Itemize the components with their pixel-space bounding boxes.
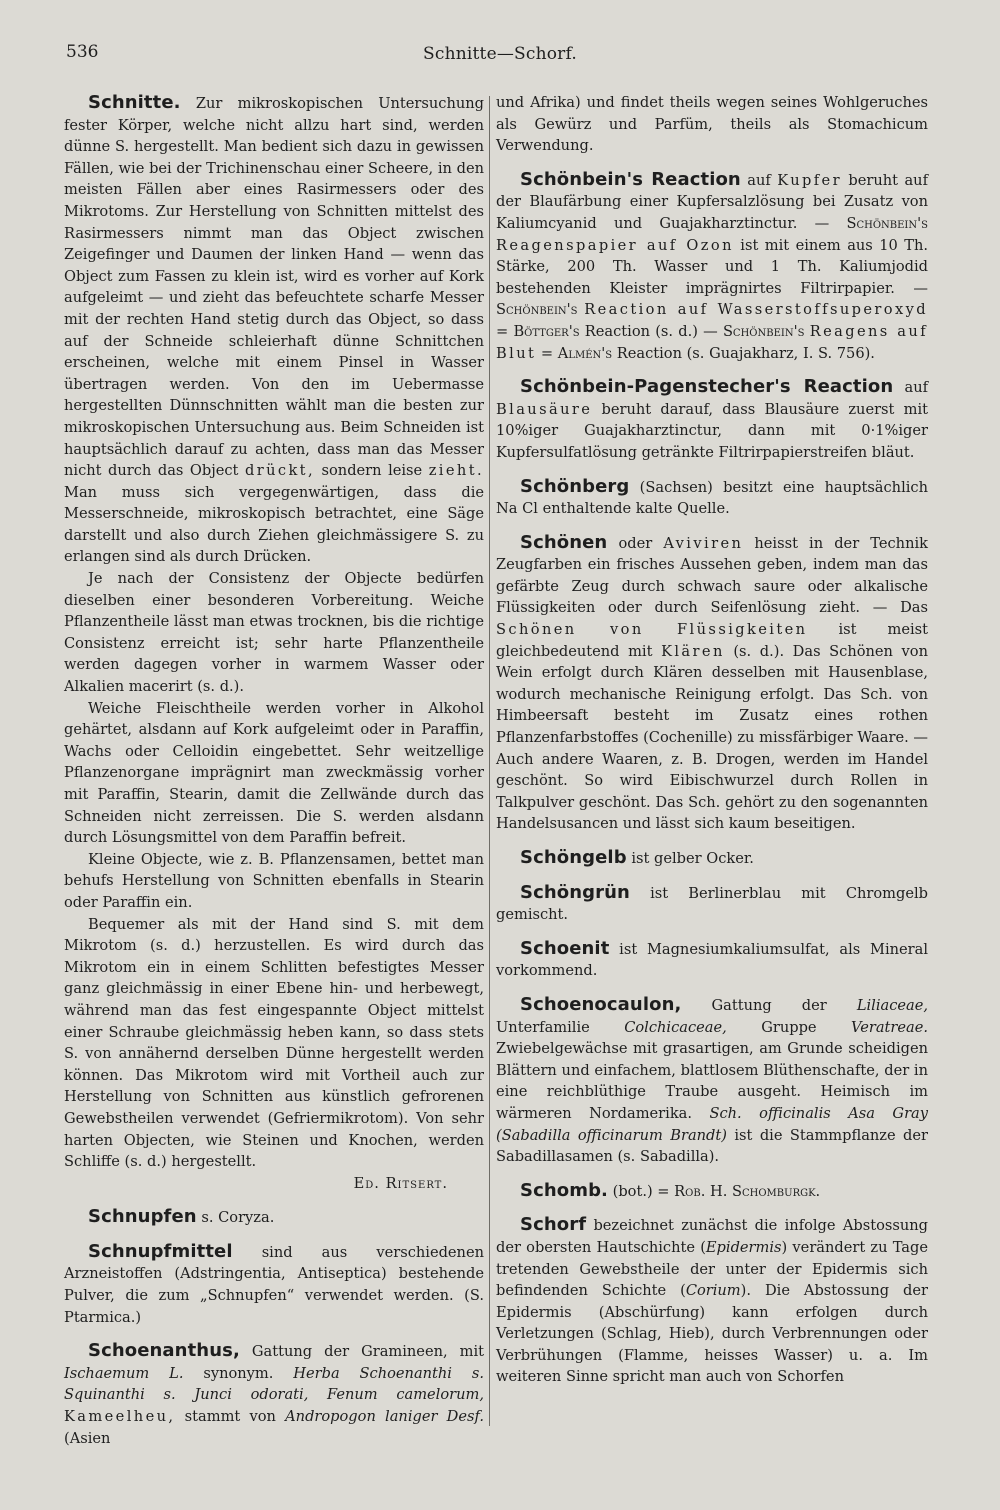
entry-schoenit: [496, 938, 928, 982]
entry-schoenbein-reaction: [496, 169, 928, 364]
entry-text: ist Magnesiumkaliumsulfat, als Mineral vorkommend.: [496, 940, 928, 980]
running-head: Schnitte—Schorf.: [423, 44, 577, 64]
entry-text: Gattung der Gramineen, mit: [239, 1343, 484, 1361]
entry-text: =: [496, 322, 514, 340]
entry-schoengelb: [496, 847, 928, 870]
entry-text: sondern leise: [315, 462, 429, 480]
headword: Schnitte.: [88, 92, 181, 113]
entry-text: sind aus verschiedenen Arzneistoffen (Adstringentia, Antiseptica) bestehende Pulver, die zum „Schnupfen“ verwendet werden. (S. Ptarmica.): [64, 1243, 484, 1326]
entry-text: oder: [607, 534, 664, 552]
entry-text: heisst in der Technik Zeugfarben ein frisches Aussehen geben, indem man das gefärbte Zeug durch schwach saure oder alkalische Flüssigkeiten oder durch Seifenlösung zieht. — Das: [496, 534, 928, 617]
entry-schnitte: [64, 92, 484, 568]
italic-term: Herba Schoenanthi s. Squinanthi s. Junci odorati, Fenum camelorum,: [64, 1364, 484, 1404]
entry-text: Gruppe: [726, 1018, 852, 1036]
entry-text: auf: [893, 379, 928, 397]
spaced-word: zieht.: [428, 462, 485, 480]
entry-text: Gattung der: [681, 996, 857, 1014]
entry-schnupfmittel: [64, 1241, 484, 1328]
entry-text: synonym.: [183, 1364, 294, 1382]
entry-schoenanthus: [64, 1340, 484, 1449]
entry-text: Reaction (s. Guajakharz, I. S. 756).: [612, 344, 875, 362]
headword: Schoenanthus,: [88, 1340, 240, 1362]
spaced-word: Schönen von Flüssigkeiten: [496, 621, 808, 639]
entry-schorf: [496, 1214, 928, 1388]
italic-term: Sch. officinalis Asa Gray (Sabadilla officinarum Brandt): [496, 1104, 928, 1144]
entry-text: ist die Stammpflanze der Sabadillasamen (s. Sabadilla).: [496, 1126, 929, 1166]
spaced-word: Reagens auf Blut: [496, 322, 928, 362]
headword: Schöngrün: [520, 881, 630, 903]
entry-text: Zur mikroskopischen Untersuchung fester Körper, welche nicht allzu hart sind, werden dünne S. hergestellt. Man bedient sich dazu in gewissen Fällen, wie bei der Trichinenschau einer Scheere, in den meisten Fällen aber eines Rasirmessers oder des Mikrotoms. Zur Herstellung von Schnitten mittelst des Rasirmessers nimmt man das Object zwischen Zeigefinger und Daumen der linken Hand — wenn das Object zum Fassen zu klein ist, wird es vorher auf Kork aufgeleimt — und zieht das befeuchtete scharfe Messer mit der rechten Hand stetig durch das Object, so dass auf der Schneide schleierhaft dünne Schnittchen erscheinen, welche mit einem Pinsel in Wasser übertragen werden. Von den im Uebermasse hergestellten Dünnschnitten wählt man die besten zur mikroskopischen Untersuchung aus. Beim Schneiden ist hauptsächlich darauf zu achten, dass man das Messer nicht durch das Object: [64, 95, 484, 480]
entry-text: Man muss sich vergegenwärtigen, dass die Messerschneide, mikroskopisch betrachtet, eine Säge darstellt und also durch Ziehen gleichmässigere S. zu erlangen sind als durch Drücken.: [64, 483, 484, 566]
entry-text: ist meist gleichbedeutend mit: [496, 621, 928, 660]
spaced-word: Reaction auf Wasserstoffsuperoxyd: [584, 301, 929, 319]
italic-term: Epidermis: [705, 1238, 782, 1256]
small-caps-name: Rob. H. Schomburgk.: [674, 1182, 821, 1200]
entry-text: Reaction (s. d.) —: [579, 322, 723, 340]
page-number: 536: [66, 42, 99, 62]
italic-term: Ischaemum L.: [64, 1364, 184, 1382]
paragraph: Bequemer als mit der Hand sind S. mit dem Mikrotom (s. d.) herzustellen. Es wird durch das Mikrotom ein in einem Schlitten befestigtes Messer ganz gleichmässig in einer Ebene hin- und herbewegt, während man das fest eingespannte Object mittelst einer Schraube gleichmässig heben kann, so dass stets S. von annähernd derselben Dünne hergestellt werden können. Das Mikrotom wird mit Vortheil auch zur Herstellung von Schnitten aus künstlich gefrorenen Gewebstheilen verwendet (Gefriermikrotom). Von sehr harten Objecten, wie Steinen und Knochen, werden Schliffe (s. d.) hergestellt.: [64, 915, 484, 1171]
headword: Schorf: [520, 1214, 587, 1236]
left-column: [64, 92, 484, 1449]
paragraph: Weiche Fleischtheile werden vorher in Alkohol gehärtet, alsdann auf Kork aufgeleimt oder in Paraffin, Wachs oder Celloidin eingebettet. Sehr weitzellige Pflanzenorgane imprägnirt man zweckmässig vorher mit Paraffin, Stearin, damit die Zellwände durch das Schneiden nicht zerreissen. Die S. werden alsdann durch Lösungsmittel von dem Paraffin befreit.: [64, 699, 484, 847]
spaced-word: Kameelheu,: [64, 1408, 176, 1426]
small-caps-name: Schönbein's: [846, 214, 928, 232]
paragraph: Kleine Objecte, wie z. B. Pflanzensamen, bettet man behufs Herstellung von Schnitten ebenfalls in Stearin oder Paraffin ein.: [64, 850, 484, 911]
italic-term: Veratreae.: [851, 1018, 928, 1036]
entry-text: ist gelber Ocker.: [626, 850, 754, 867]
entry-text: ). Die Abstossung der Epidermis (Abschürfung) kann erfolgen durch Verletzungen (Schlag, Hieb), durch Verbrennungen oder Verbrühungen (Flamme, heisses Wasser) u. a. Im weiteren Sinne spricht man auch von Schorfen: [496, 1282, 928, 1386]
author-signature: [64, 1173, 484, 1195]
spaced-word: drückt,: [244, 462, 315, 480]
entry-schoenen: [496, 532, 928, 835]
entry-text: beruht auf der Blaufärbung einer Kupfersalzlösung bei Zusatz von Kaliumcyanid und Guajakharztinctur. —: [496, 171, 928, 232]
headword: Schönberg: [520, 475, 630, 497]
entry-text: bezeichnet zunächst die infolge Abstossung der obersten Hautschichte (: [496, 1217, 928, 1256]
headword: Schnupfen: [88, 1206, 197, 1228]
column-divider: [489, 96, 490, 1426]
entry-text: s. Coryza.: [196, 1209, 275, 1227]
entry-text: beruht darauf, dass Blausäure zuerst mit 10%iger Guajakharztinctur, dann mit 0·1%iger Kupfersulfatlösung getränkte Filtrirpapierstreifen bläut.: [496, 400, 928, 461]
entry-text: (s. d.). Das Schönen von Wein erfolgt durch Klären desselben mit Hausenblase, wodurch mechanische Reinigung erfolgt. Das Sch. von Himbeersaft besteht im Zusatz eines rothen Pflanzenfarbstoffes (Cochenille) zu missfärbiger Waare. — Auch andere Waaren, z. B. Drogen, werden im Handel geschönt. So wird Eibischwurzel durch Rollen in Talkpulver geschönt. Das Sch. gehört zu den sogenannten Handelsusancen und lässt sich kaum beseitigen.: [496, 642, 928, 833]
headword: Schoenocaulon,: [520, 993, 682, 1015]
entry-schoenocaulon: [496, 994, 928, 1168]
spaced-word: Aviviren: [663, 534, 744, 552]
headword: Schomb.: [520, 1179, 608, 1201]
entry-continuation: und Afrika) und findet theils wegen seines Wohlgeruches als Gewürz und Parfüm, theils als Stomachicum Verwendung.: [496, 94, 928, 155]
signature-text: Ed. Ritsert.: [353, 1174, 448, 1192]
entry-text: (Asien: [64, 1429, 111, 1447]
headword: Schönbein-Pagenstecher's Reaction: [520, 376, 894, 398]
headword: Schönen: [520, 531, 608, 553]
entry-text: ist Berlinerblau mit Chromgelb gemischt.: [496, 884, 928, 924]
spaced-word: Kupfer: [777, 171, 842, 189]
italic-term: Corium: [685, 1282, 741, 1300]
entry-schoenbein-pagenstecher: [496, 376, 928, 463]
entry-text: (Sachsen) besitzt eine hauptsächlich Na Cl enthaltende kalte Quelle.: [496, 478, 928, 518]
spaced-word: Reagenspapier auf Ozon: [496, 236, 734, 254]
headword: Schoenit: [520, 937, 610, 959]
entry-schnupfen: [64, 1206, 484, 1229]
spaced-word: Klären: [661, 642, 725, 660]
italic-term: Andropogon laniger Desf.: [285, 1408, 484, 1426]
entry-text: (bot.) =: [608, 1182, 675, 1200]
small-caps-name: Almén's: [557, 344, 613, 362]
small-caps-name: Schönbein's: [496, 301, 578, 319]
entry-text: Zwiebelgewächse mit grasartigen, am Grunde scheidigen Blättern und einfachem, blattlosem Blüthenschafte, der in eine reichblüthige Traube ausgeht. Heimisch im wärmeren Nordamerika.: [496, 1040, 928, 1122]
small-caps-name: Schönbein's: [722, 322, 805, 340]
italic-term: Liliaceae,: [856, 996, 928, 1014]
paragraph: Je nach der Consistenz der Objecte bedürfen dieselben einer besonderen Vorbereitung. Weiche Pflanzentheile lässt man etwas trocknen, bis die richtige Consistenz erreicht ist; sehr harte Pflanzentheile werden dagegen vorher in warmem Wasser oder Alkalien macerirt (s. d.).: [64, 570, 484, 696]
entry-text: Unterfamilie: [496, 1018, 625, 1036]
italic-term: Colchicaceae,: [624, 1018, 727, 1036]
small-caps-name: Böttger's: [513, 322, 580, 340]
spaced-word: Blausäure: [496, 400, 593, 418]
entry-text: auf: [740, 171, 778, 189]
entry-schomb: [496, 1180, 928, 1203]
headword: Schöngelb: [520, 847, 627, 868]
headword: Schnupfmittel: [88, 1240, 233, 1262]
entry-text: ) verändert zu Tage tretenden Gewebstheile der unter der Epidermis sich befindenden Schichte (: [496, 1238, 928, 1300]
entry-text: ist mit einem aus 10 Th. Stärke, 200 Th. Wasser und 1 Th. Kaliumjodid bestehenden Kleister imprägnirtes Filtrirpapier. —: [496, 236, 928, 297]
entry-schoenberg: [496, 476, 928, 520]
entry-schoengruen: [496, 882, 928, 926]
entry-text: =: [536, 344, 558, 362]
headword: Schönbein's Reaction: [520, 168, 741, 190]
right-column: [496, 92, 928, 1388]
entry-text: stammt von: [175, 1408, 286, 1426]
